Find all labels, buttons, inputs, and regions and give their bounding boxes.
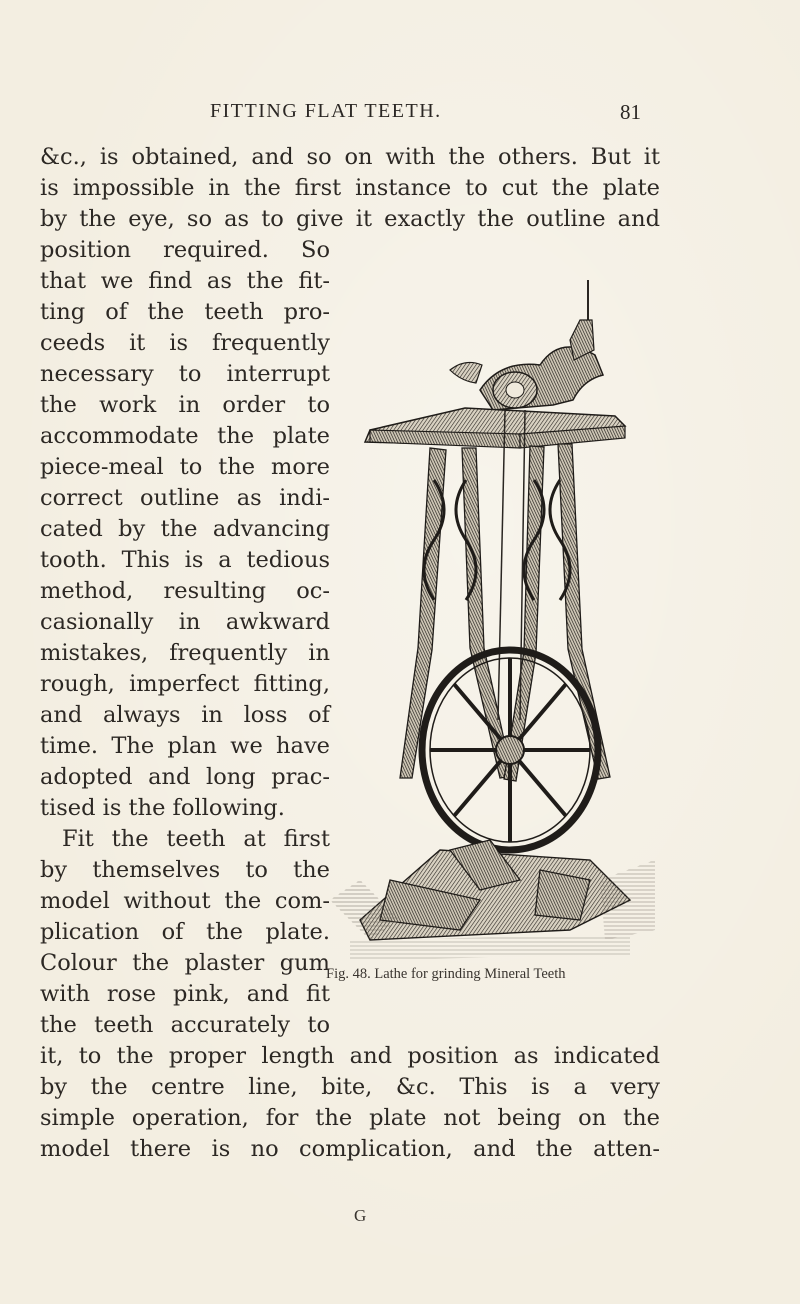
signature-mark: G (354, 1206, 367, 1225)
text-line: tooth. This is a tedious (40, 547, 330, 573)
text-line: adopted and long prac- (40, 764, 330, 790)
text-line: method, resulting oc- (40, 578, 330, 604)
text-line: and always in loss of (40, 702, 330, 728)
lathe-illustration (330, 280, 660, 970)
text-line: Fit the teeth at first (62, 826, 330, 852)
text-line: plication of the plate. (40, 919, 330, 945)
text-line: necessary to interrupt (40, 361, 330, 387)
text-line: ting of the teeth pro- (40, 299, 330, 325)
text-line: ceeds it is frequently (40, 330, 330, 356)
text-line: simple operation, for the plate not being on the (40, 1105, 660, 1131)
text-line: casionally in awkward (40, 609, 330, 635)
page-number: 81 (620, 100, 641, 124)
text-line: with rose pink, and fit (40, 981, 330, 1007)
text-line: model there is no complication, and the atten- (40, 1136, 660, 1162)
text-line: rough, imperfect fitting, (40, 671, 330, 697)
text-line: model without the com- (40, 888, 330, 914)
figure-caption: Fig. 48. Lathe for grinding Mineral Teeth (326, 966, 566, 982)
text-line: that we find as the fit- (40, 268, 330, 294)
text-line: position required. So (40, 237, 330, 263)
page-header (0, 100, 800, 130)
text-line: by themselves to the (40, 857, 330, 883)
text-line: &c., is obtained, and so on with the others. But it (40, 144, 660, 170)
text-line: the work in order to (40, 392, 330, 418)
text-line: it, to the proper length and position as indicated (40, 1043, 660, 1069)
text-line: piece-meal to the more (40, 454, 330, 480)
text-line: mistakes, frequently in (40, 640, 330, 666)
text-line: by the centre line, bite, &c. This is a very (40, 1074, 660, 1100)
text-line: by the eye, so as to give it exactly the outline and (40, 206, 660, 232)
running-head: FITTING FLAT TEETH. (210, 100, 442, 122)
text-line: time. The plan we have (40, 733, 330, 759)
text-line: cated by the advancing (40, 516, 330, 542)
text-line: correct outline as indi- (40, 485, 330, 511)
text-line: the teeth accurately to (40, 1012, 330, 1038)
text-line: accommodate the plate (40, 423, 330, 449)
text-line: Colour the plaster gum (40, 950, 330, 976)
text-line: tised is the following. (40, 795, 285, 821)
text-line: is impossible in the first instance to cut the plate (40, 175, 660, 201)
